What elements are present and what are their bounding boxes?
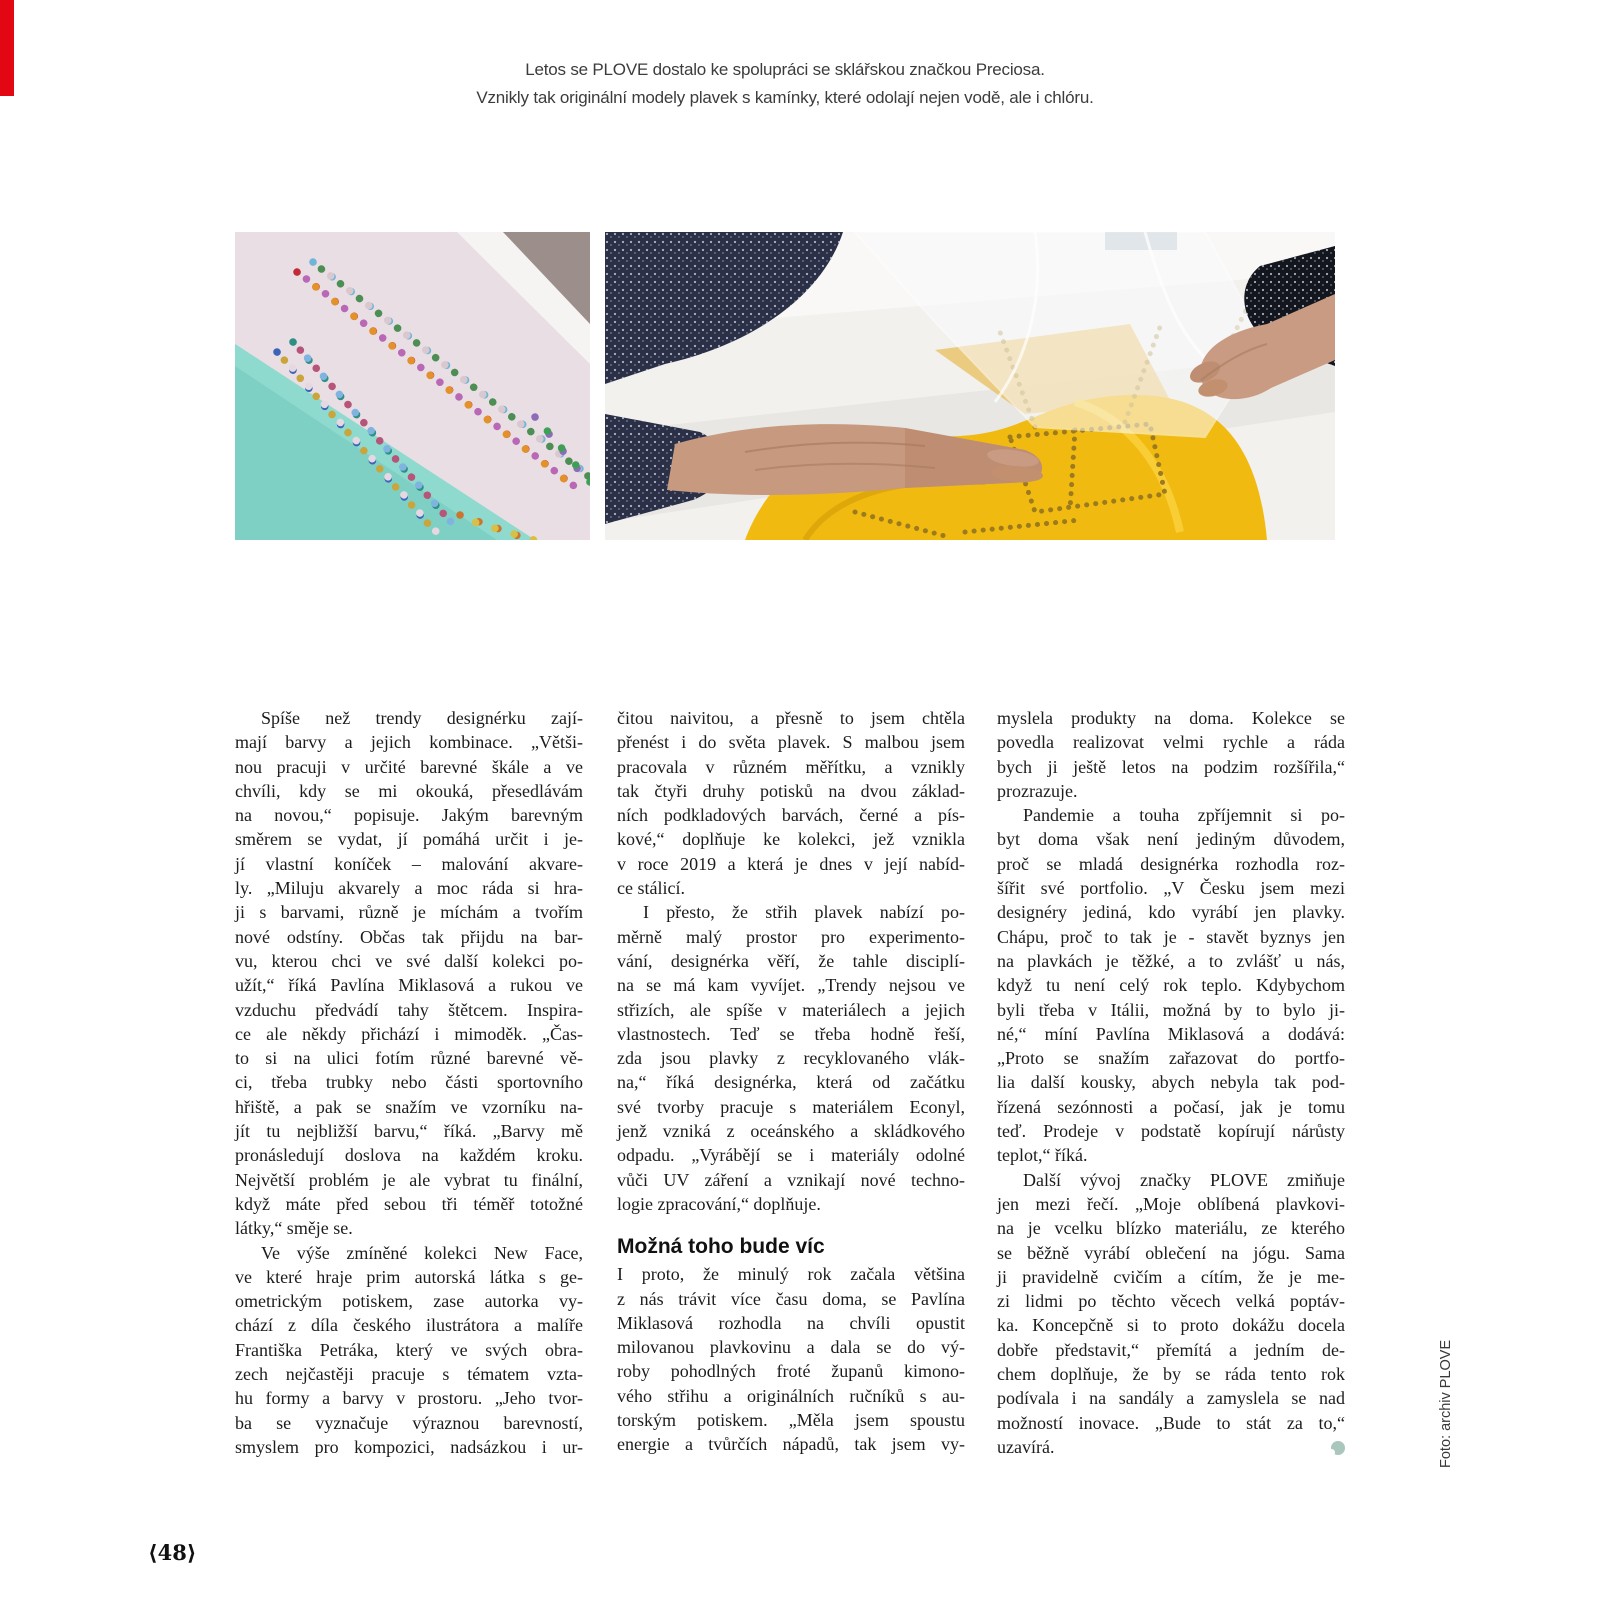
caption-line-1: Letos se PLOVE dostalo ke spolupráci se sklářskou značkou Preciosa.: [525, 60, 1045, 79]
text-line: uzavírá.: [997, 1435, 1345, 1459]
text-line: užít,“ říká Pavlína Miklasová a rukou ve: [235, 975, 583, 996]
text-line: Spíše než trendy designérku zají-: [261, 708, 583, 728]
text-line: Ve výše zmíněné kolekci New Face,: [261, 1242, 583, 1263]
text-line: lia další kousky, abych nebyla tak pod-: [997, 1072, 1345, 1093]
text-line: vání, designérka věří, že tahle disciplí-: [617, 950, 965, 971]
text-line: myslela produkty na doma. Kolekce se: [997, 708, 1345, 728]
text-line: tak čtyři druhy potisků na dvou základ-: [617, 780, 965, 801]
text-line: čitou naivitou, a přesně to jsem chtěla: [617, 708, 965, 728]
text-line: Chápu, proč to tak je - stavět byznys jen: [997, 926, 1345, 947]
text-line: ji pravidelně cvičím a cítím, že je me-: [997, 1266, 1345, 1287]
article-column-3: [997, 706, 1345, 1459]
text-line: střizích, ale spíše v materiálech a jejich: [617, 999, 965, 1020]
text-line: ji s barvami, různě je míchám a tvořím: [235, 902, 583, 923]
text-line: když tu není celý rok teplo. Kdybychom: [997, 975, 1345, 996]
text-line: ba se vyznačuje výraznou barevností,: [235, 1412, 583, 1433]
text-line: I proto, že minulý rok začala většina: [617, 1264, 965, 1285]
text-line: I přesto, že střih plavek nabízí po-: [643, 902, 965, 923]
crystal-strands-illustration: [235, 232, 590, 540]
text-line: řízená sezónnosti a počasí, jak je tomu: [997, 1096, 1345, 1117]
text-line: šířit své portfolio. „V Česku jsem mezi: [997, 878, 1345, 899]
text-line: kové,“ doplňuje ke kolekci, jež vznikla: [617, 829, 965, 850]
text-line: ly. „Miluju akvarely a moc ráda si hra-: [235, 878, 583, 899]
text-line: na plavkách je těžké, a to zvlášť u nás,: [997, 950, 1345, 971]
text-line: ka. Koncepčně si to proto dokážu docela: [997, 1315, 1345, 1336]
text-line: torským potiskem. „Měla jsem spoustu: [617, 1410, 965, 1431]
text-line: vzduchu předvádí tahy štětcem. Inspira-: [235, 999, 583, 1020]
text-line: když máte před sebou tři téměř totožné: [235, 1193, 583, 1214]
text-line: jí vlastní koníček – malování akvare-: [235, 853, 583, 874]
text-line: látky,“ směje se.: [235, 1218, 353, 1239]
text-line: milovanou plavkovinu a dala se do vý-: [617, 1337, 965, 1358]
text-line: ve které hraje prim autorská látka s ge-: [235, 1266, 583, 1287]
text-line: byt doma však není jediným důvodem,: [997, 829, 1345, 850]
text-line: dobře představit,“ přemítá a jedním de-: [997, 1339, 1345, 1360]
text-line: logie zpracování,“ doplňuje.: [617, 1193, 821, 1214]
text-line: z nás trávit více času doma, se Pavlína: [617, 1288, 965, 1309]
text-line: ci, třeba trubky nebo části sportovního: [235, 1072, 583, 1093]
end-of-article-icon: [1331, 1441, 1345, 1455]
text-line: jít tu nejbližší barvu,“ říká. „Barvy mě: [235, 1121, 583, 1142]
text-line: Miklasová rozhodla na chvíli opustit: [617, 1312, 965, 1333]
text-line: Pandemie a touha zpříjemnit si po-: [1023, 805, 1345, 826]
swimsuit-work-illustration: [605, 232, 1335, 540]
text-line: jenž vzniká z oceánského a skládkového: [617, 1121, 965, 1142]
text-line: pronásledují doslova na každém kroku.: [235, 1145, 583, 1166]
text-line: chvíli, kdy se mi okouká, přesedlávám: [235, 780, 583, 801]
text-line: to si na ulici fotím různé barevné vě-: [235, 1048, 583, 1069]
text-line: ce stálicí.: [617, 878, 685, 899]
text-line: ních podkladových barvách, černé a pís-: [617, 805, 965, 826]
text-line: na se má kam vyvíjet. „Trendy nejsou ve: [617, 975, 965, 996]
text-line: energie a tvůrčích nápadů, tak jsem vy-: [617, 1434, 965, 1455]
photo-caption: [235, 56, 1335, 112]
text-line: Františka Petráka, který ve svých obra-: [235, 1339, 583, 1360]
text-line: „Proto se snažím zařazovat do portfo-: [997, 1048, 1345, 1069]
subheading: Možná toho bude víc: [617, 1235, 825, 1259]
text-line: hu formy a barvy v prostoru. „Jeho tvor-: [235, 1388, 583, 1409]
text-line: povedla realizovat velmi rychle a ráda: [997, 732, 1345, 753]
text-line: Největší problém je ale vybrat tu finální,: [235, 1169, 583, 1190]
text-line: bych ji ještě letos na podzim rozšířila,“: [997, 756, 1345, 777]
photo-row: [235, 232, 1335, 540]
text-line: vu, kterou chci ve své další kolekci po-: [235, 950, 583, 971]
article-column-2: [617, 706, 965, 1457]
text-line: vůči UV záření a vznikají nové techno-: [617, 1169, 965, 1190]
text-line: teplot,“ říká.: [997, 1145, 1088, 1166]
text-line: roby pohodlných froté županů kimono-: [617, 1361, 965, 1382]
caption-line-2: Vznikly tak originální modely plavek s kamínky, které odolají nejen vodě, ale i chlóru.: [476, 88, 1094, 107]
text-line: v roce 2019 a která je dnes v její nabíd-: [617, 853, 965, 874]
text-line: na je vcelku blízko materiálu, ze kterého: [997, 1218, 1345, 1239]
text-line: hřiště, a pak se snažím ve vzorníku na-: [235, 1096, 583, 1117]
text-line: mají barvy a jejich kombinace. „Větši-: [235, 732, 583, 753]
text-line: smyslem pro kompozici, nadsázkou i ur-: [235, 1436, 583, 1457]
text-line: Další vývoj značky PLOVE zmiňuje: [1023, 1169, 1345, 1190]
text-line: pracovala v různém měřítku, a vznikly: [617, 756, 965, 777]
text-line: teď. Prodeje v podstatě kopírují nárůsty: [997, 1121, 1345, 1142]
photo-credit: Foto: archiv PLOVE: [1438, 1339, 1454, 1468]
page-number: ⟨48⟩: [148, 1540, 197, 1565]
text-line: byli třeba v Itálii, možná by to bylo ji-: [997, 999, 1345, 1020]
photo-swimsuit-work: [605, 232, 1335, 540]
text-line: se běžně vyrábí oblečení na jógu. Sama: [997, 1242, 1345, 1263]
text-line: ce ale někdy přichází i mimoděk. „Čas-: [235, 1023, 583, 1044]
red-spine-mark: [0, 0, 14, 96]
text-line: možností inovace. „Bude to stát za to,“: [997, 1412, 1345, 1433]
text-line: přenést i do světa plavek. S malbou jsem: [617, 732, 965, 753]
text-line: prozrazuje.: [997, 780, 1078, 801]
article-column-1: [235, 706, 583, 1459]
text-line: měrně malý prostor pro experimento-: [617, 926, 965, 947]
text-line: vlastnostech. Teď se třeba hodně řeší,: [617, 1023, 965, 1044]
text-line: zda jsou plavky z recyklovaného vlák-: [617, 1048, 965, 1069]
text-line: směrem se vydat, jí pomáhá určit i je-: [235, 829, 583, 850]
text-line: chází z díla českého ilustrátora a malíře: [235, 1315, 583, 1336]
text-line: zech nejčastěji pracuje s tématem vzta-: [235, 1364, 583, 1385]
text-line: né,“ míní Pavlína Miklasová a dodává:: [997, 1023, 1345, 1044]
text-line: odpadu. „Vyrábějí se i materiály odolné: [617, 1145, 965, 1166]
text-line: na,“ říká designérka, která od začátku: [617, 1072, 965, 1093]
text-line: své tvorby pracuje s materiálem Econyl,: [617, 1096, 965, 1117]
photo-crystal-strands: [235, 232, 590, 540]
text-line: zi lidmi po těchto věcech velká poptáv-: [997, 1291, 1345, 1312]
text-line: proč se mladá designérka rozhodla roz-: [997, 853, 1345, 874]
text-line: vého střihu a originálních ručníků s au-: [617, 1385, 965, 1406]
text-line: jen mezi řečí. „Moje oblíbená plavkovi-: [997, 1193, 1345, 1214]
text-line: podívala i na sandály a zamyslela se nad: [997, 1388, 1345, 1409]
text-line: designéry jediná, kdo vyrábí jen plavky.: [997, 902, 1345, 923]
text-line: chem doplňuje, že by se ráda tento rok: [997, 1364, 1345, 1385]
text-line: nové odstíny. Občas tak přijdu na bar-: [235, 926, 583, 947]
text-line: na novou,“ popisuje. Jakým barevným: [235, 805, 583, 826]
text-line: nou pracuji v určité barevné škále a ve: [235, 756, 583, 777]
text-line: ometrickým potiskem, zase autorka vy-: [235, 1291, 583, 1312]
